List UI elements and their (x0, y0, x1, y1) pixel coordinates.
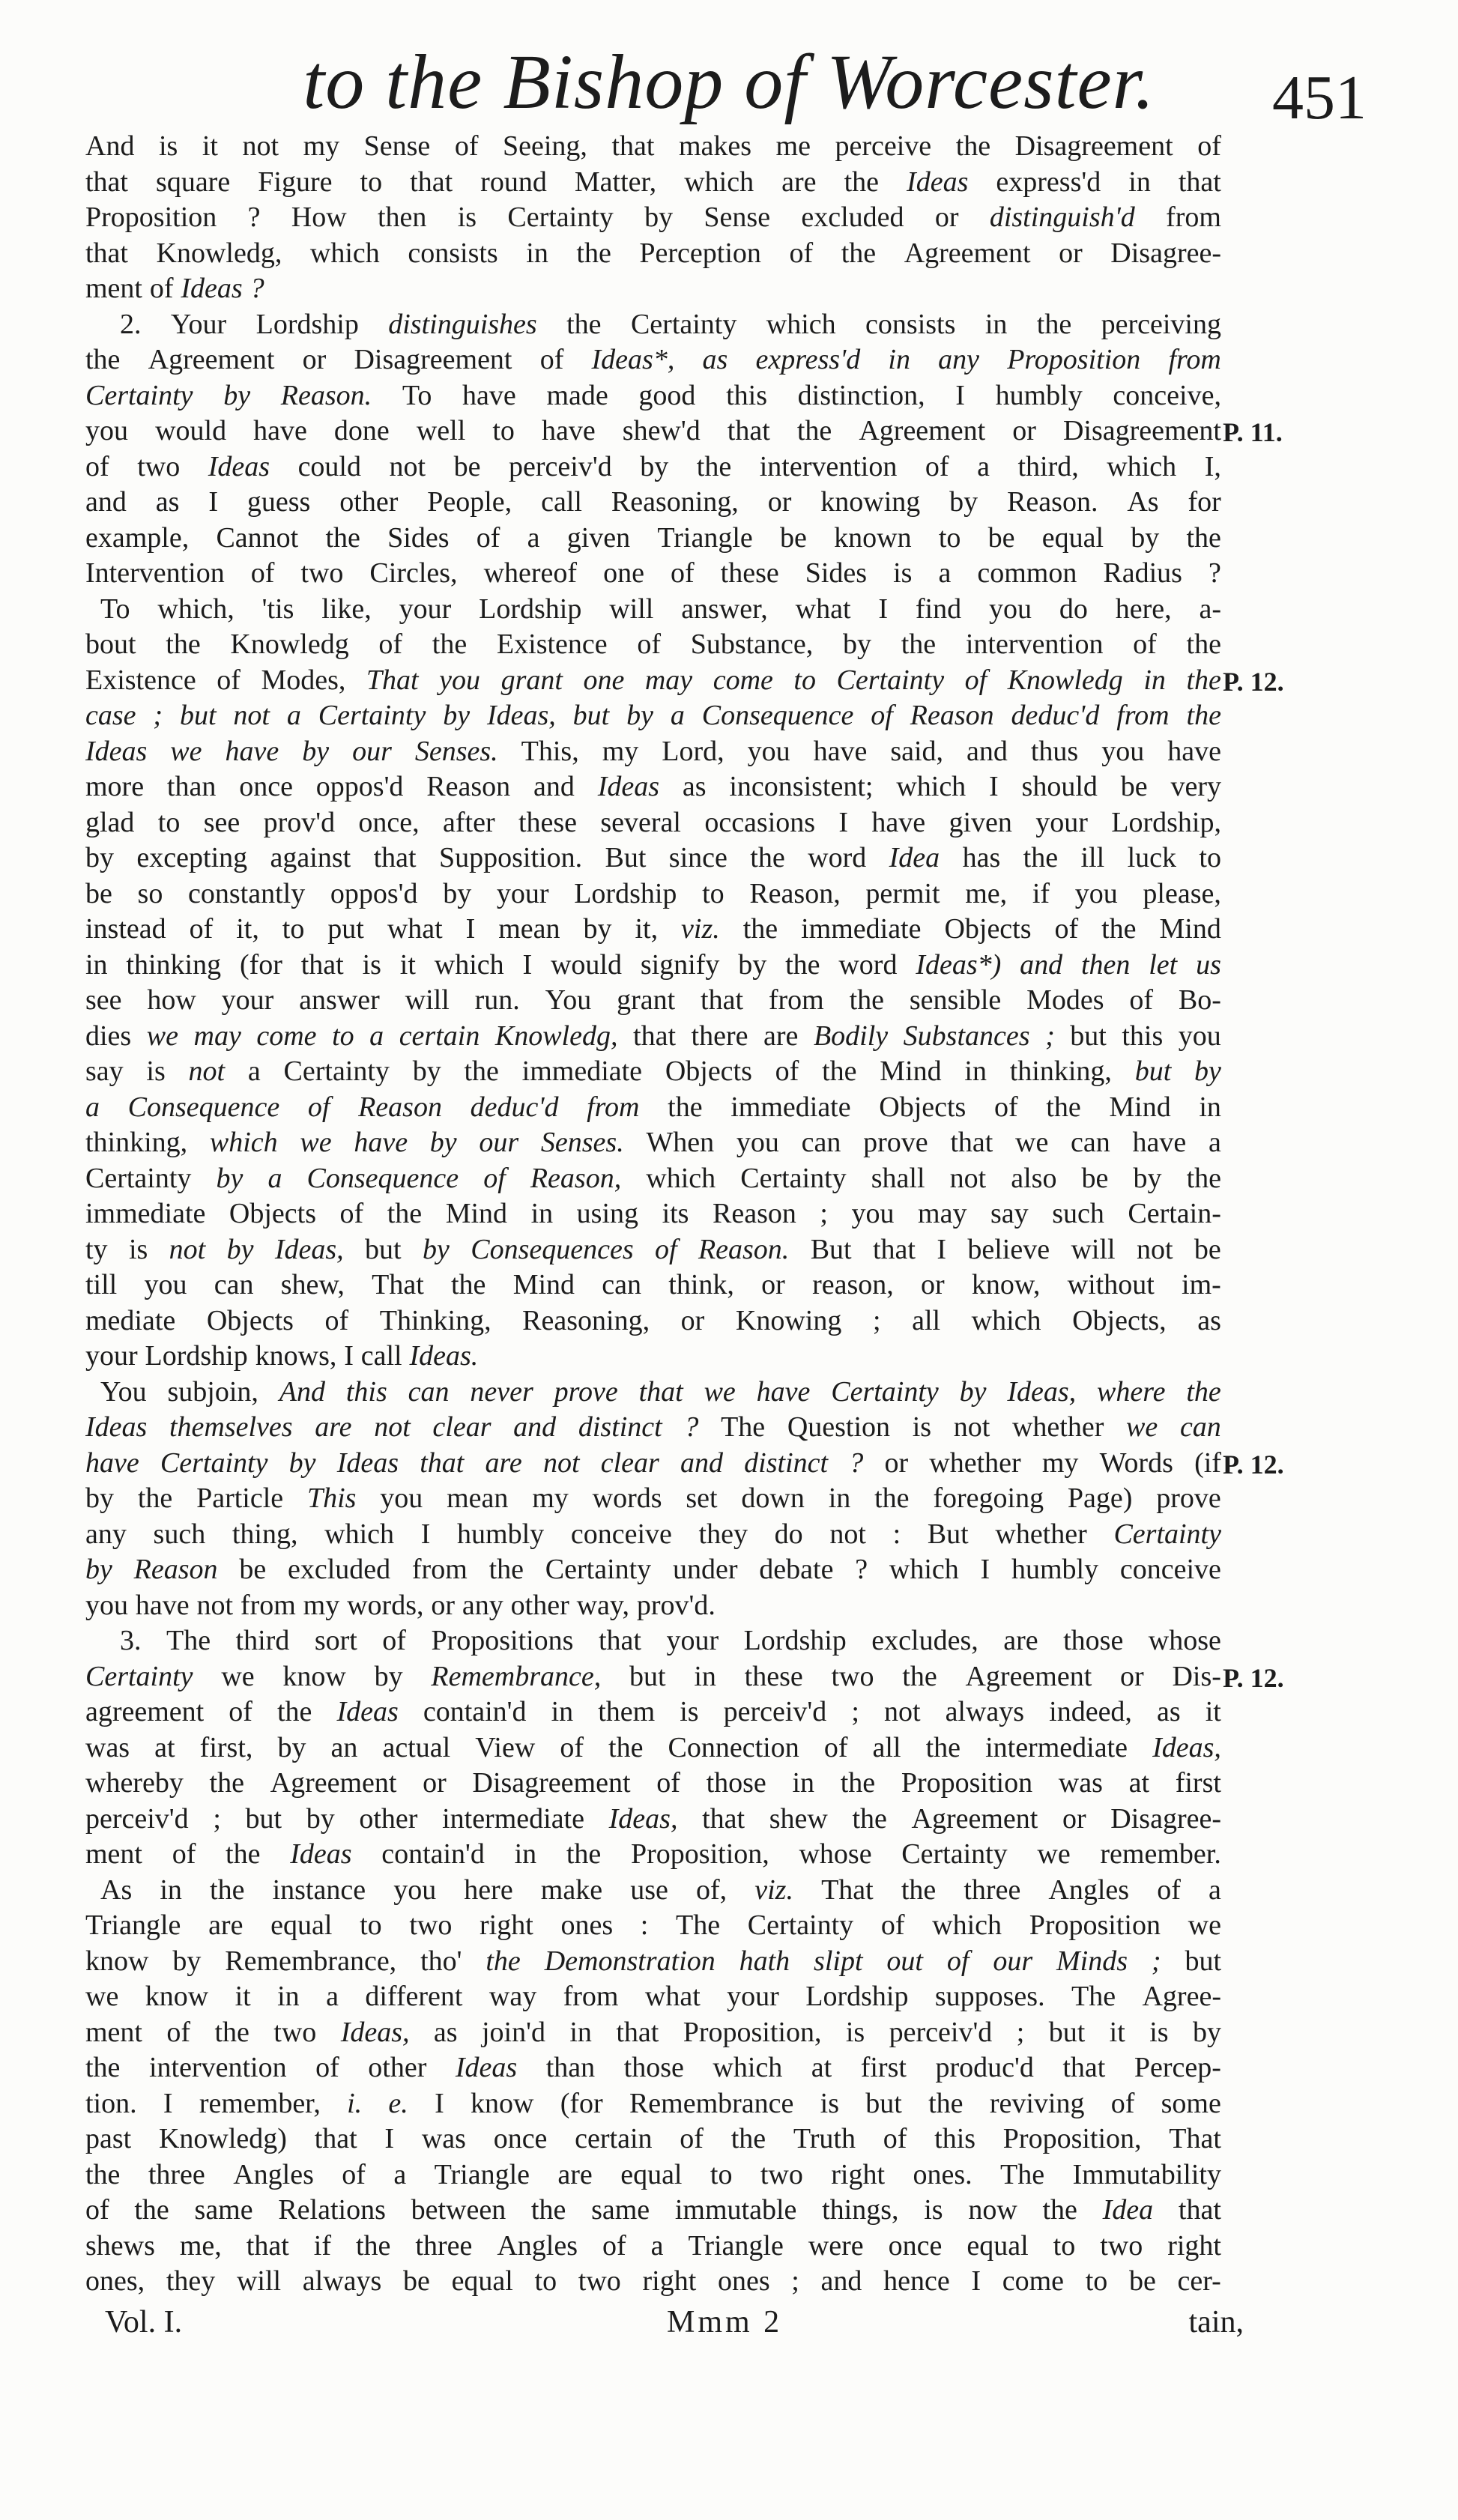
text-line: the three Angles of a Triangle are equal to two right ones. The Immutability (85, 2158, 1221, 2190)
text-line: You subjoin, And this can never prove that we have Certainty by Ideas, where the (100, 1375, 1221, 1408)
text-line: mediate Objects of Thinking, Reasoning, or Knowing ; all which Objects, as (85, 1304, 1221, 1336)
text-line: past Knowledg) that I was once certain of the Truth of this Proposition, That (85, 2123, 1221, 2154)
text-line: that square Figure to that round Matter, which are the Ideas express'd in that (85, 166, 1221, 198)
text-line: you would have done well to have shew'd that the Agreement or Disagreement (85, 415, 1221, 446)
text-line: the intervention of other Ideas than those which at first produc'd that Percep- (85, 2052, 1221, 2083)
text-line: of two Ideas could not be perceiv'd by the intervention of a third, which I, (85, 450, 1221, 482)
text-line: As in the instance you here make use of, viz. That the three Angles of a (100, 1874, 1221, 1906)
text-line: Intervention of two Circles, whereof one of these Sides is a common Radius ? (85, 557, 1221, 589)
text-line: have Certainty by Ideas that are not clear and distinct ? or whether my Words (if (85, 1447, 1221, 1479)
text-line: a Consequence of Reason deduc'd from the immediate Objects of the Mind in (85, 1091, 1221, 1123)
text-line: ones, they will always be equal to two right ones ; and hence I come to be cer- (85, 2265, 1221, 2297)
margin-reference: P. 12. (1223, 1449, 1284, 1479)
text-line: that Knowledg, which consists in the Perception of the Agreement or Disagree- (85, 237, 1221, 269)
text-line: the Agreement or Disagreement of Ideas*, as express'd in any Proposition from (85, 344, 1221, 375)
text-line: 3. The third sort of Propositions that your Lordship excludes, are those whose (120, 1625, 1221, 1656)
volume-label: Vol. I. (105, 2305, 183, 2339)
text-line: by the Particle This you mean my words set down in the foregoing Page) prove (85, 1482, 1221, 1514)
catchword: tain, (1188, 2305, 1244, 2339)
text-line: your Lordship knows, I call Ideas. (85, 1340, 479, 1372)
text-line: bout the Knowledg of the Existence of Substance, by the intervention of the (85, 629, 1221, 660)
text-line: you have not from my words, or any other way, prov'd. (85, 1589, 716, 1621)
text-line: see how your answer will run. You grant that from the sensible Modes of Bo- (85, 984, 1221, 1016)
text-line: And is it not my Sense of Seeing, that makes me perceive the Disagreement of (85, 130, 1221, 162)
page-footer (105, 2304, 1244, 2349)
text-line: example, Cannot the Sides of a given Triangle be known to be equal by the (85, 521, 1221, 554)
text-line: in thinking (for that is it which I would signify by the word Ideas*) and then let us (85, 948, 1221, 981)
text-line: till you can shew, That the Mind can think, or reason, or know, without im- (85, 1269, 1221, 1300)
page-number: 451 (1272, 63, 1367, 133)
text-line: shews me, that if the three Angles of a Triangle were once equal to two right (85, 2229, 1221, 2262)
text-line: more than once oppos'd Reason and Ideas as inconsistent; which I should be very (85, 771, 1221, 802)
text-line: we know it in a different way from what your Lordship supposes. The Agree- (85, 1981, 1221, 2012)
text-line: instead of it, to put what I mean by it, viz. the immediate Objects of the Mind (85, 913, 1221, 945)
text-line: Triangle are equal to two right ones : The Certainty of which Proposition we (85, 1909, 1221, 1941)
text-line: case ; but not a Certainty by Ideas, but by a Consequence of Reason deduc'd from the (85, 700, 1221, 731)
text-line: ment of Ideas ? (85, 273, 264, 304)
text-line: thinking, which we have by our Senses. When you can prove that we can have a (85, 1127, 1221, 1158)
text-line: Certainty we know by Remembrance, but in these two the Agreement or Dis- (85, 1660, 1221, 1692)
body-text (85, 129, 1221, 2300)
running-title: to the Bishop of Worcester. (303, 39, 1155, 125)
margin-reference: P. 12. (1223, 1662, 1284, 1693)
text-line: Existence of Modes, That you grant one may come to Certainty of Knowledg in the (85, 664, 1221, 696)
text-line: Certainty by Reason. To have made good this distinction, I humbly conceive, (85, 379, 1221, 411)
text-line: ment of the Ideas contain'd in the Proposition, whose Certainty we remember. (85, 1838, 1221, 1870)
text-line: 2. Your Lordship distinguishes the Certainty which consists in the perceiving (120, 308, 1221, 340)
text-line: To which, 'tis like, your Lordship will answer, what I find you do here, a- (100, 593, 1221, 625)
text-line: ty is not by Ideas, but by Consequences of Reason. But that I believe will not be (85, 1233, 1221, 1265)
text-line: say is not a Certainty by the immediate Objects of the Mind in thinking, but by (85, 1055, 1221, 1087)
text-line: Ideas we have by our Senses. This, my Lord, you have said, and thus you have (85, 735, 1221, 767)
text-line: dies we may come to a certain Knowledg, that there are Bodily Substances ; but this you (85, 1020, 1221, 1052)
signature-mark: Mmm 2 (667, 2305, 783, 2339)
page-header (0, 15, 1458, 133)
text-line: by Reason be excluded from the Certainty under debate ? which I humbly conceive (85, 1554, 1221, 1585)
text-line: ment of the two Ideas, as join'd in that Proposition, is perceiv'd ; but it is by (85, 2016, 1221, 2048)
text-line: glad to see prov'd once, after these several occasions I have given your Lordship, (85, 806, 1221, 838)
text-line: and as I guess other People, call Reasoning, or knowing by Reason. As for (85, 486, 1221, 518)
text-line: was at first, by an actual View of the Connection of all the intermediate Ideas, (85, 1731, 1221, 1763)
text-line: Proposition ? How then is Certainty by Sense excluded or distinguish'd from (85, 202, 1221, 233)
text-line: any such thing, which I humbly conceive they do not : But whether Certainty (85, 1518, 1221, 1550)
margin-reference: P. 11. (1223, 417, 1283, 447)
text-line: Ideas themselves are not clear and distinct ? The Question is not whether we can (85, 1411, 1221, 1443)
text-line: be so constantly oppos'd by your Lordship to Reason, permit me, if you please, (85, 877, 1221, 909)
text-line: perceiv'd ; but by other intermediate Ideas, that shew the Agreement or Disagree- (85, 1802, 1221, 1835)
text-line: whereby the Agreement or Disagreement of those in the Proposition was at first (85, 1767, 1221, 1799)
text-line: immediate Objects of the Mind in using its Reason ; you may say such Certain- (85, 1198, 1221, 1229)
text-line: know by Remembrance, tho' the Demonstration hath slipt out of our Minds ; but (85, 1945, 1221, 1977)
margin-reference: P. 12. (1223, 666, 1284, 697)
text-line: tion. I remember, i. e. I know (for Remembrance is but the reviving of some (85, 2087, 1221, 2119)
text-line: agreement of the Ideas contain'd in them is perceiv'd ; not always indeed, as it (85, 1696, 1221, 1727)
text-line: Certainty by a Consequence of Reason, which Certainty shall not also be by the (85, 1162, 1221, 1194)
text-line: of the same Relations between the same immutable things, is now the Idea that (85, 2194, 1221, 2226)
text-line: by excepting against that Supposition. But since the word Idea has the ill luck to (85, 842, 1221, 873)
